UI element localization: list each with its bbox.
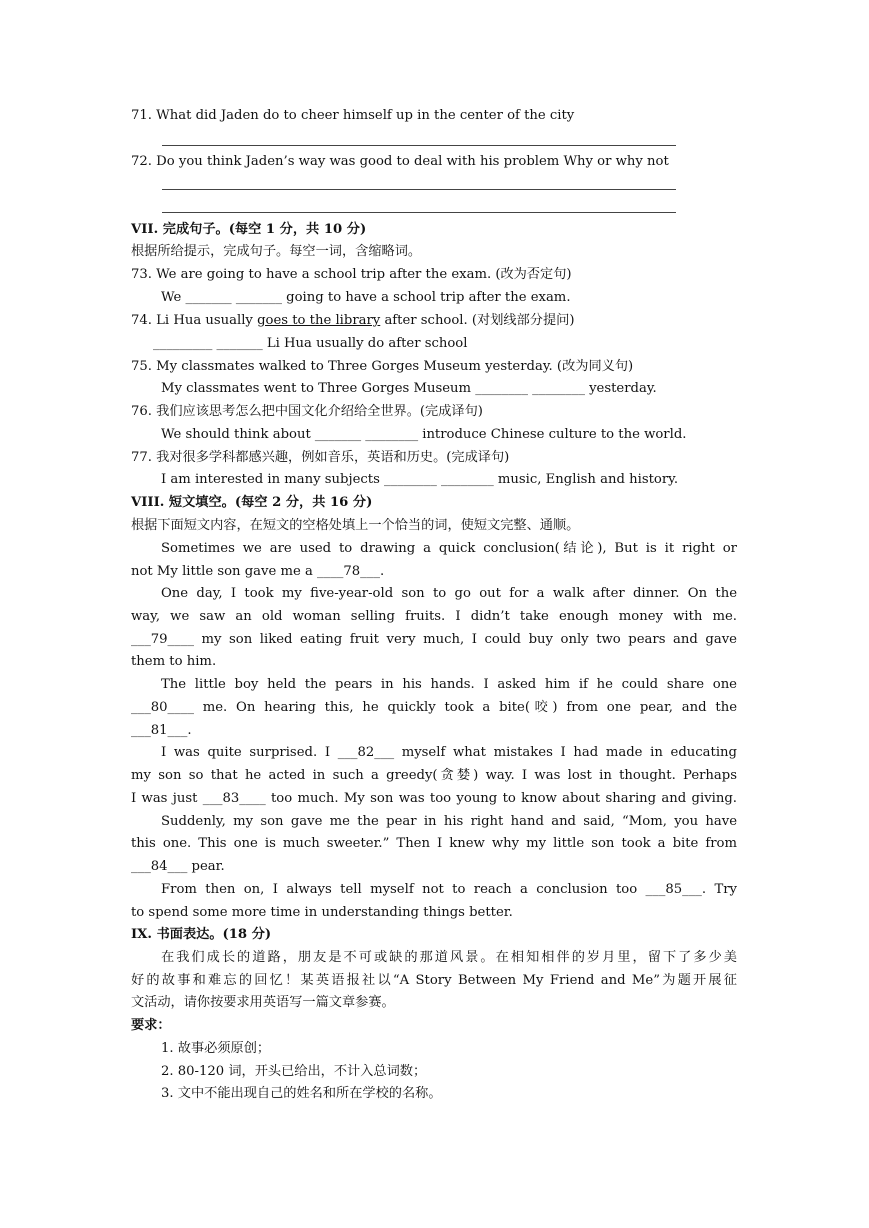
passage-line: them to him. [131,654,217,669]
passage-line: I was just ___83____ too much. My son was too young to know about sharing and giving. [131,791,737,806]
passage-line: One day, I took my five-year-old son to go out for a walk after dinner. On the [161,586,737,601]
passage-line: my son so that he acted in such a greedy(贪婪) way. I was lost in thought. Perhaps [131,768,737,783]
requirements-label: 要求： [131,1018,171,1033]
answer-line[interactable] [162,189,676,190]
question-74 [131,310,575,332]
section-8-title: VIII. 短文填空。(每空 2 分，共 16 分) [131,495,373,510]
answer-line[interactable] [162,212,676,213]
section-9-title: IX. 书面表达。(18 分) [131,927,272,942]
question-77: 77. 我对很多学科都感兴趣，例如音乐，英语和历史。(完成译句) [131,450,510,465]
passage-line: ___84___ pear. [131,859,225,874]
passage-line: From then on, I always tell myself not to reach a conclusion too ___85___. Try [161,882,737,897]
question-77-answer[interactable]: I am interested in many subjects ________ ________ music, English and history. [161,472,679,487]
passage-line: this one. This one is much sweeter.” Then I knew why my little son took a bite from [131,836,737,851]
writing-prompt-line: 文活动，请你按要求用英语写一篇文章参赛。 [131,995,395,1010]
question-76: 76. 我们应该思考怎么把中国文化介绍给全世界。(完成译句) [131,404,483,419]
question-74-answer[interactable]: _________ _______ Li Hua usually do after school [153,336,468,351]
requirement-item: 3. 文中不能出现自己的姓名和所在学校的名称。 [161,1086,442,1101]
question-73: 73. We are going to have a school trip after the exam. (改为否定句) [131,267,572,282]
passage-line: way, we saw an old woman selling fruits. I didn’t take enough money with me. [131,609,737,624]
question-75-answer[interactable]: My classmates went to Three Gorges Museum ________ ________ yesterday. [161,381,657,396]
passage-line: I was quite surprised. I ___82___ myself what mistakes I had made in educating [161,745,737,760]
question-71: 71. What did Jaden do to cheer himself up in the center of the city [131,108,575,123]
q74-underlined: goes to the library [257,313,381,328]
q74-pre: 74. Li Hua usually [131,313,258,328]
q74-post: after school. (对划线部分提问) [380,313,575,328]
passage-line: Sometimes we are used to drawing a quick conclusion(结论), But is it right or [161,541,737,556]
requirement-item: 2. 80-120 词，开头已给出，不计入总词数； [161,1064,427,1079]
passage-line: ___80____ me. On hearing this, he quickly took a bite(咬) from one pear, and the [131,700,737,715]
writing-prompt-line: 好的故事和难忘的回忆！某英语报社以“A Story Between My Friend and Me”为题开展征 [131,973,737,988]
passage-line: ___79____ my son liked eating fruit very much, I could buy only two pears and gave [131,632,737,647]
passage-line: Suddenly, my son gave me the pear in his right hand and said, “Mom, you have [161,814,737,829]
answer-line[interactable] [162,145,676,146]
passage-line: to spend some more time in understanding things better. [131,905,513,920]
section-7-instruction: 根据所给提示，完成句子。每空一词，含缩略词。 [131,244,422,259]
requirement-item: 1. 故事必须原创； [161,1041,271,1056]
question-75: 75. My classmates walked to Three Gorges Museum yesterday. (改为同义句) [131,359,634,374]
question-72: 72. Do you think Jaden’s way was good to deal with his problem Why or why not [131,154,669,169]
question-73-answer[interactable]: We _______ _______ going to have a school trip after the exam. [161,290,571,305]
section-7-title: VII. 完成句子。(每空 1 分，共 10 分) [131,222,367,237]
passage-line: not My little son gave me a ____78___. [131,564,385,579]
question-76-answer[interactable]: We should think about _______ ________ introduce Chinese culture to the world. [161,427,687,442]
passage-line: The little boy held the pears in his hands. I asked him if he could share one [161,677,737,692]
writing-prompt-line: 在我们成长的道路，朋友是不可或缺的那道风景。在相知相伴的岁月里，留下了多少美 [161,950,737,965]
section-8-instruction: 根据下面短文内容，在短文的空格处填上一个恰当的词，使短文完整、通顺。 [131,518,580,533]
passage-line: ___81___. [131,723,192,738]
